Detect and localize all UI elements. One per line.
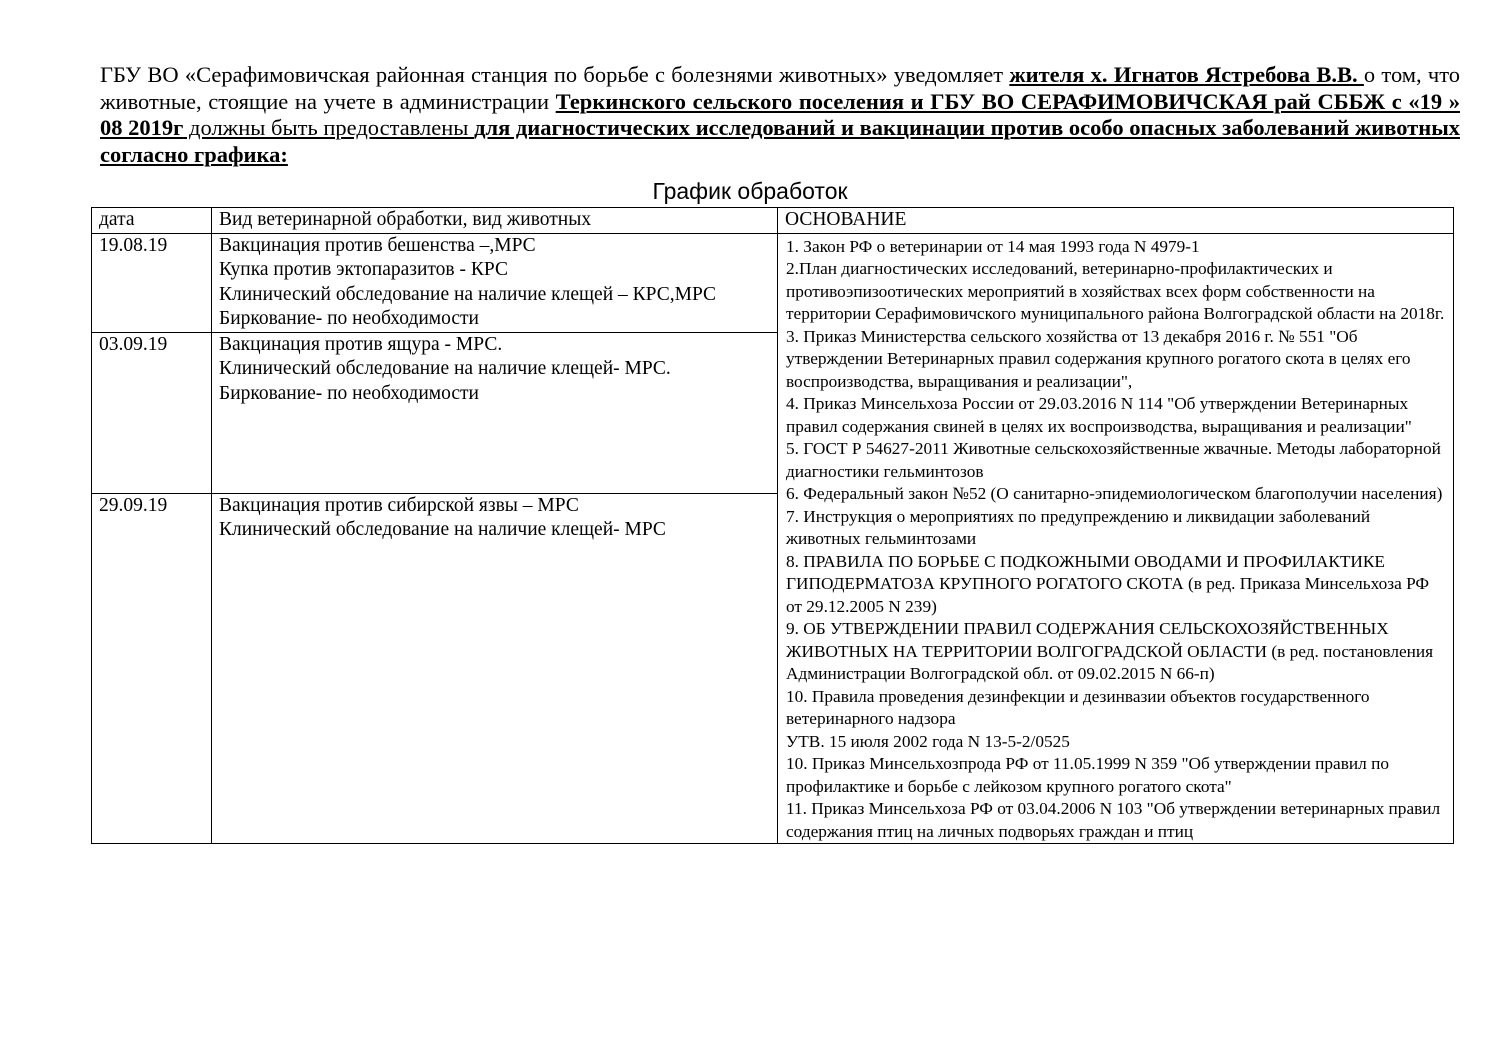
row-date: 19.08.19 (92, 233, 212, 332)
basis-cell (778, 233, 1454, 844)
work-item: Клинический обследование на наличие клещей- МРС. (219, 358, 671, 379)
schedule-table (91, 207, 1454, 844)
basis-item: УТВ. 15 июля 2002 года N 13-5-2/0525 (786, 731, 1070, 751)
row-work (212, 493, 778, 844)
resident-name: жителя х. Игнатов Ястребова В.В. (1009, 62, 1364, 87)
basis-item: 10. Правила проведения дезинфекции и дезинвазии объектов государственного ветеринарного надзора (786, 686, 1370, 728)
basis-item: 6. Федеральный закон №52 (О санитарно-эпидемиологическом благополучии населения) (786, 484, 1443, 503)
row-work (212, 233, 778, 332)
row-date: 03.09.19 (92, 332, 212, 493)
schedule-title: График обработок (652, 178, 848, 204)
work-item: Купка против эктопаразитов - КРС (219, 259, 508, 280)
basis-item: 5. ГОСТ Р 54627-2011 Животные сельскохозяйственные жвачные. Методы лабораторной диагностики гельминтозов (786, 439, 1441, 481)
notice-text-part1: ГБУ ВО «Серафимовичская районная станция по борьбе с болезнями животных» уведомляет (100, 62, 1010, 87)
basis-item: 4. Приказ Минсельхоза России от 29.03.2016 N 114 "Об утверждении Ветеринарных правил содержания свиней в целях их воспроизводства, выращивания и реализации" (786, 394, 1412, 436)
header-date: дата (92, 208, 212, 234)
basis-item: 10. Приказ Минсельхозпрода РФ от 11.05.1999 N 359 "Об утверждении правил по профилактике и борьбе с лейкозом крупного рогатого скота" (786, 754, 1389, 796)
basis-item: 8. ПРАВИЛА ПО БОРЬБЕ С ПОДКОЖНЫМИ ОВОДАМИ И ПРОФИЛАКТИКЕ ГИПОДЕРМАТОЗА КРУПНОГО РОГАТОГО СКОТА (в ред. Приказа Минсельхоза РФ от 29.12.2005 N 239) (786, 551, 1430, 616)
basis-item: 9. ОБ УТВЕРЖДЕНИИ ПРАВИЛ СОДЕРЖАНИЯ СЕЛЬСКОХОЗЯЙСТВЕННЫХ ЖИВОТНЫХ НА ТЕРРИТОРИИ ВОЛГОГРАДСКОЙ ОБЛАСТИ (в ред. постановления Администрации Волгоградской обл. от 09.02.2015 N 66-п) (786, 619, 1434, 683)
work-item: Вакцинация против ящура - МРС. (219, 333, 503, 355)
table-header-row (92, 208, 1454, 234)
basis-item: 7. Инструкция о мероприятиях по предупреждению и ликвидации заболеваний животных гельминтозами (786, 506, 1371, 548)
notice-purpose: для диагностических исследований и вакцинации против особо опасных заболеваний животных согласно графика: (100, 115, 1461, 167)
row-work (212, 332, 778, 493)
header-kind: Вид ветеринарной обработки, вид животных (212, 208, 778, 234)
basis-item: 1. Закон РФ о ветеринарии от 14 мая 1993 года N 4979-1 (786, 236, 1200, 256)
basis-item: 11. Приказ Минсельхоза РФ от 03.04.2006 N 103 "Об утверждении ветеринарных правил содержания птиц на личных подворьях граждан и птиц (786, 799, 1441, 841)
row-date: 29.09.19 (92, 493, 212, 844)
work-item: Биркование- по необходимости (219, 308, 479, 329)
work-item: Клинический обследование на наличие клещей – КРС,МРС (219, 283, 717, 305)
work-item: Клинический обследование на наличие клещей- МРС (219, 519, 666, 540)
notice-text-part2: о том, что животные, стоящие на учете в администрации (100, 62, 1460, 114)
work-item: Биркование- по необходимости (219, 382, 479, 404)
table-row (92, 233, 1454, 332)
work-item: Вакцинация против бешенства –,МРС (219, 234, 536, 256)
administration-name: Теркинского сельского поселения и ГБУ ВО СЕРАФИМОВИЧСКАЯ рай СББЖ с «19 » 08 2019г (100, 88, 1460, 140)
notice-text-part3: должны быть предоставлены (183, 115, 475, 140)
work-item: Вакцинация против сибирской язвы – МРС (219, 494, 579, 516)
header-basis: ОСНОВАНИЕ (778, 208, 1454, 234)
notice-paragraph (100, 62, 1460, 168)
basis-item: 2.План диагностических исследований, ветеринарно-профилактических и противоэпизоотических мероприятий в хозяйствах всех форм собственности на территории Серафимовичского муниципального района Волгоградской области на 2018г. (786, 259, 1445, 323)
basis-item: 3. Приказ Министерства сельского хозяйства от 13 декабря 2016 г. № 551 "Об утверждении Ветеринарных правил содержания крупного рогатого скота в целях его воспроизводства, выращивания и реализации", (786, 326, 1411, 391)
